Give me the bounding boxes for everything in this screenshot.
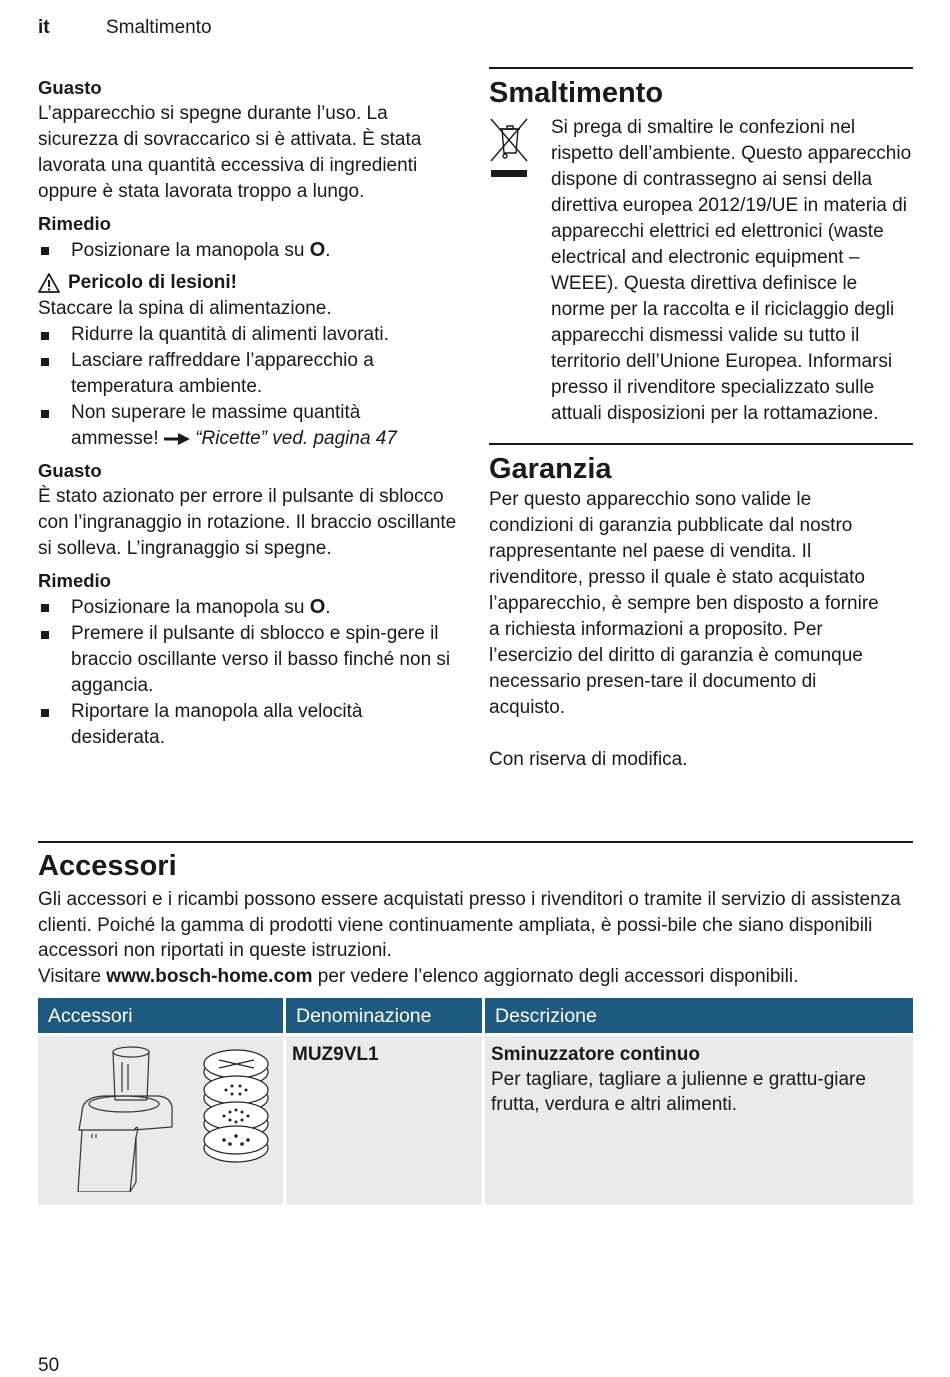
troubleshooting-column bbox=[38, 75, 468, 751]
header-section: Smaltimento bbox=[106, 17, 212, 38]
rimedio-title: Rimedio bbox=[38, 570, 111, 591]
list-item-text: Non superare le massime quantità ammesse! bbox=[71, 402, 361, 449]
riserva-note: Con riserva di modifica. bbox=[489, 749, 688, 770]
smaltimento-text: Si prega di smaltire le confezioni nel rispetto dell’ambiente. Questo apparecchio dispone di contrassegno ai sensi della direttiva europea 2012/19/UE in materia di apparecchi elettrici ed elettronici (waste electrical and electronic equipment – WEEE). Questa direttiva definisce le norme per la raccolta e il riciclaggio degli apparecchi dismessi valide su tutto il territorio dell’Unione Europea. Informarsi presso il rivenditore specializzato sulle attuali disposizioni per la rottamazione. bbox=[551, 117, 912, 424]
accessory-description-cell bbox=[485, 1033, 913, 1205]
accessori-section bbox=[38, 841, 913, 989]
accessory-code-cell bbox=[286, 1033, 485, 1205]
accessori-table bbox=[38, 998, 913, 1205]
column-header: Descrizione bbox=[485, 998, 913, 1033]
list-item: Posizionare la manopola su O. bbox=[38, 237, 468, 264]
accessory-description: Per tagliare, tagliare a julienne e grattu-giare frutta, verdura e altri alimenti. bbox=[491, 1069, 866, 1115]
list-item: Posizionare la manopola su O. bbox=[38, 594, 468, 621]
column-header: Accessori bbox=[38, 998, 286, 1033]
recipe-page-reference[interactable]: “Ricette” ved. pagina 47 bbox=[195, 428, 397, 449]
weee-crossed-bin-icon bbox=[489, 115, 529, 179]
table-header-row bbox=[38, 998, 913, 1033]
warning-list bbox=[38, 322, 468, 452]
section-divider bbox=[489, 67, 913, 69]
list-item bbox=[38, 400, 431, 452]
accessori-intro: Gli accessori e i ricambi possono essere acquistati presso i rivenditori o tramite il servizio di assistenza clienti. Poiché la gamma di prodotti viene continuamente ampliata, è possi-bile che siano disponibili accessori non riportati in queste istruzioni. bbox=[38, 889, 901, 961]
garanzia-heading: Garanzia bbox=[489, 453, 612, 485]
guasto-text: È stato azionato per errore il pulsante di sblocco con l’ingranaggio in rotazione. Il braccio oscillante si solleva. L’ingranaggio si spegne. bbox=[38, 486, 457, 559]
smaltimento-icon-wrap bbox=[489, 115, 551, 427]
guasto-title: Guasto bbox=[38, 460, 102, 481]
rimedio-list bbox=[38, 594, 468, 751]
garanzia-text: Per questo apparecchio sono valide le condizioni di garanzia pubblicate dal nostro rappresentante nel paese di vendita. Il rivenditore, presso il quale è stato acquistato l’apparecchio, è sempre ben disposto a fornire a richiesta informazioni a proposito. Per l’esercizio del diritto di garanzia è comunque necessario presen-tare il documento di acquisto. bbox=[489, 489, 879, 718]
continuous-shredder-illustration bbox=[44, 1042, 269, 1192]
column-header: Denominazione bbox=[286, 998, 485, 1033]
accessori-visit-line bbox=[38, 964, 913, 990]
list-item-text: Posizionare la manopola su bbox=[71, 240, 305, 261]
accessori-heading: Accessori bbox=[38, 850, 177, 882]
rimedio-title: Rimedio bbox=[38, 213, 111, 234]
language-code: it bbox=[38, 17, 50, 38]
guasto-title: Guasto bbox=[38, 77, 102, 98]
warning-triangle-icon bbox=[38, 273, 60, 293]
accessory-image-cell bbox=[38, 1033, 286, 1205]
visit-before: Visitare bbox=[38, 965, 102, 987]
smaltimento-heading: Smaltimento bbox=[489, 77, 664, 109]
page-header bbox=[38, 17, 212, 39]
list-item: Riportare la manopola alla velocità desiderata. bbox=[38, 699, 431, 751]
visit-after: per vedere l’elenco aggiornato degli accessori disponibili. bbox=[317, 965, 799, 987]
arrow-right-icon bbox=[164, 433, 190, 445]
page-number: 50 bbox=[38, 1355, 60, 1376]
list-item: Lasciare raffreddare l’apparecchio a temperatura ambiente. bbox=[38, 348, 431, 400]
guasto-text: L’apparecchio si spegne durante l’uso. La sicurezza di sovraccarico si è attivata. È stata lavorata una quantità eccessiva di ingredienti oppure è stata lavorata troppo a lungo. bbox=[38, 103, 422, 202]
warning-heading bbox=[38, 270, 468, 296]
list-item-text: Posizionare la manopola su bbox=[71, 597, 305, 618]
section-divider bbox=[489, 443, 913, 445]
bosch-website-link[interactable]: www.bosch-home.com bbox=[106, 965, 313, 987]
list-item: Ridurre la quantità di alimenti lavorati. bbox=[38, 322, 468, 348]
knob-off-symbol: O bbox=[309, 239, 326, 261]
warning-text: Staccare la spina di alimentazione. bbox=[38, 298, 332, 319]
accessory-name: Sminuzzatore continuo bbox=[491, 1044, 700, 1065]
info-column bbox=[489, 67, 913, 773]
warning-title: Pericolo di lesioni! bbox=[68, 272, 237, 293]
rimedio-list bbox=[38, 237, 468, 264]
accessory-code: MUZ9VL1 bbox=[292, 1044, 379, 1065]
table-row bbox=[38, 1033, 913, 1205]
list-item: Premere il pulsante di sblocco e spin-gere il braccio oscillante verso il basso finché non si aggancia. bbox=[38, 621, 451, 699]
smaltimento-body bbox=[489, 115, 913, 427]
section-divider bbox=[38, 841, 913, 843]
knob-off-symbol: O bbox=[309, 596, 326, 618]
